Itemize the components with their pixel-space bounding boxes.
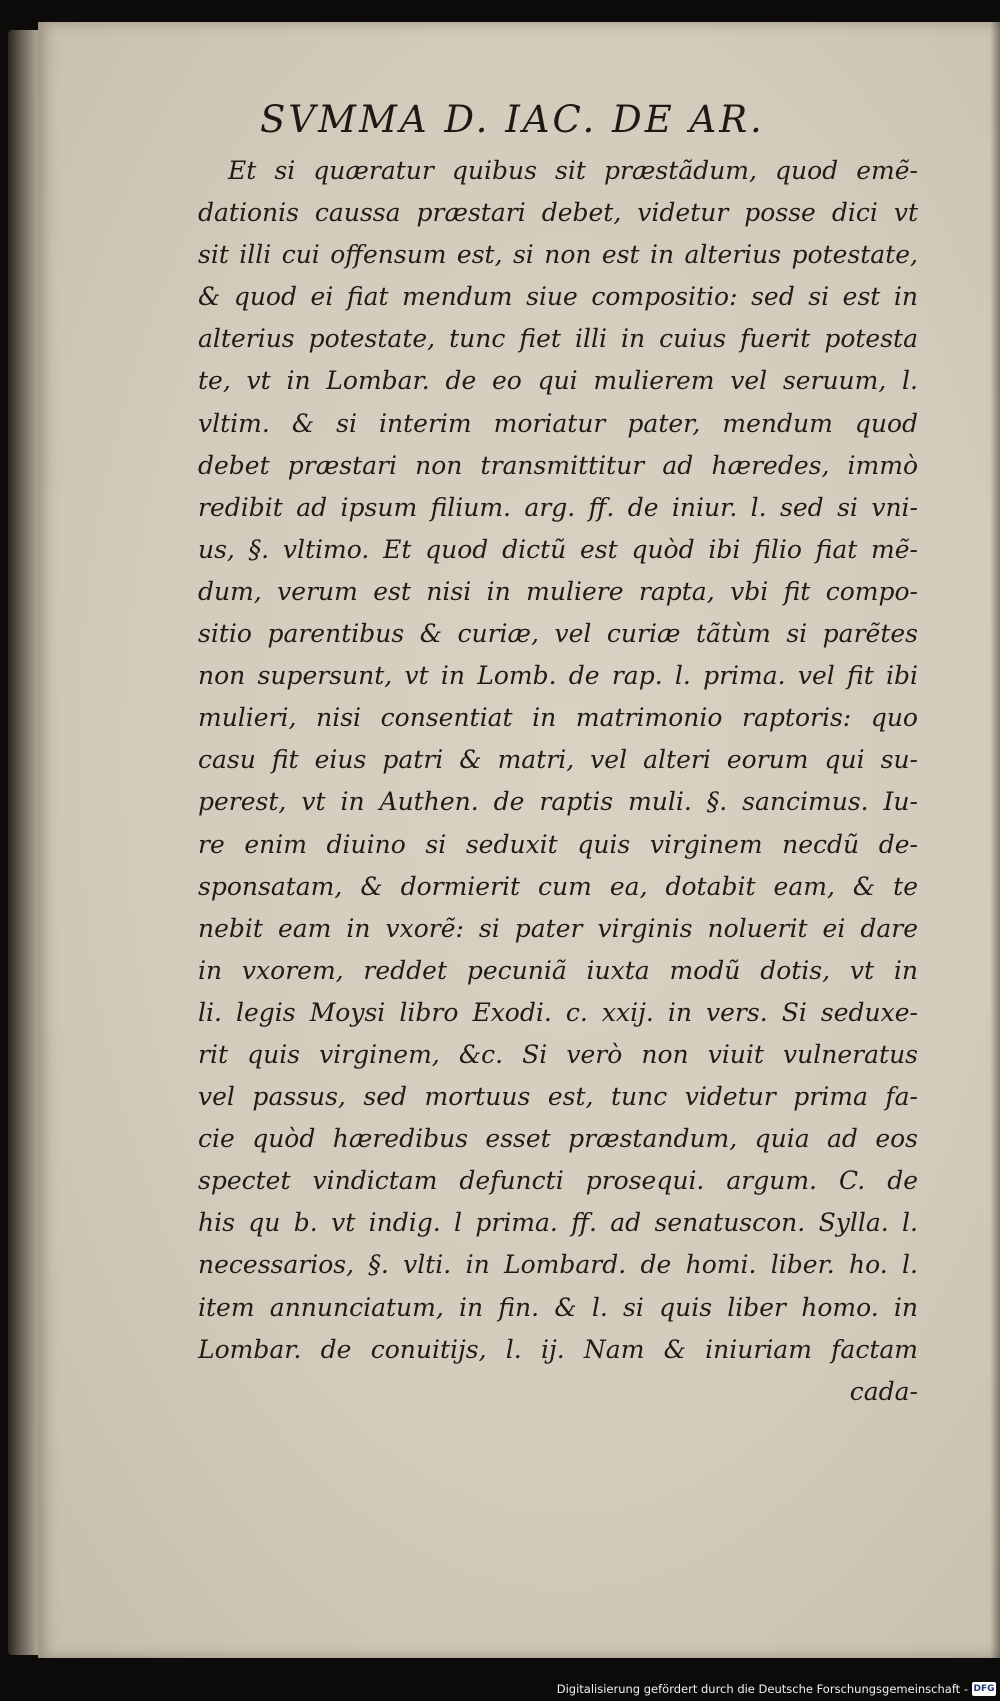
text-line: Lombar. de conuitijs, l. ij. Nam & iniuriam factam: [198, 1334, 918, 1364]
text-line: item annunciatum, in fin. & l. si quis liber homo. in: [198, 1292, 918, 1322]
text-line: sit illi cui offensum est, si non est in alterius potestate,: [198, 240, 918, 270]
text-line: mulieri, nisi consentiat in matrimonio raptoris: quo: [198, 703, 918, 733]
page-edge-shadow: [990, 22, 1000, 1658]
text-line: te, vt in Lombar. de eo qui mulierem vel seruum, l.: [198, 366, 918, 396]
text-line: dum, verum est nisi in muliere rapta, vbi fit compo-: [198, 576, 918, 606]
text-line: re enim diuino si seduxit quis virginem necdũ de-: [198, 829, 918, 859]
text-line: in vxorem, reddet pecuniã iuxta modũ dotis, vt in: [198, 955, 918, 985]
text-line: his qu b. vt indig. l prima. ff. ad senatuscon. Sylla. l.: [198, 1208, 918, 1238]
text-line: alterius potestate, tunc fiet illi in cuius fuerit potesta: [198, 324, 918, 354]
text-line: & quod ei fiat mendum siue compositio: sed si est in: [198, 282, 918, 312]
text-line: sitio parentibus & curiæ, vel curiæ tãtùm si parẽtes: [198, 619, 918, 649]
text-line: non supersunt, vt in Lomb. de rap. l. prima. vel fit ibi: [198, 661, 918, 691]
text-line: li. legis Moysi libro Exodi. c. xxij. in vers. Si seduxe-: [198, 997, 918, 1027]
text-line: us, §. vltimo. Et quod dictũ est quòd ibi filio fiat mẽ-: [198, 534, 918, 564]
text-line: necessarios, §. vlti. in Lombard. de homi. liber. ho. l.: [198, 1250, 918, 1280]
text-line: Et si quæratur quibus sit præstãdum, quod emẽ-: [228, 156, 918, 185]
text-line: dationis caussa præstari debet, videtur posse dici vt: [198, 198, 918, 228]
text-line: casu fit eius patri & matri, vel alteri eorum qui su-: [198, 745, 918, 775]
text-line: cie quòd hæredibus esset præstandum, quia ad eos: [198, 1124, 918, 1154]
text-line: debet præstari non transmittitur ad hæredes, immò: [198, 450, 918, 480]
dfg-logo: DFG: [973, 1684, 995, 1694]
text-line: sponsatam, & dormierit cum ea, dotabit eam, & te: [198, 871, 918, 901]
text-line: rit quis virginem, &c. Si verò non viuit vulneratus: [198, 1039, 918, 1069]
text-line: nebit eam in vxorẽ: si pater virginis noluerit ei dare: [198, 913, 918, 943]
text-line: vltim. & si interim moriatur pater, mendum quod: [198, 408, 918, 438]
catchword: cada-: [849, 1376, 918, 1406]
text-line: redibit ad ipsum filium. arg. ff. de iniur. l. sed si vni-: [198, 492, 918, 522]
text-line: spectet vindictam defuncti prosequi. argum. C. de: [198, 1166, 918, 1196]
text-line: vel passus, sed mortuus est, tunc videtur prima fa-: [198, 1082, 918, 1112]
body-text: [198, 150, 918, 1413]
text-line: perest, vt in Authen. de raptis muli. §. sancimus. Iu-: [198, 787, 918, 817]
running-head: SVMMA D. IAC. DE AR.: [260, 98, 765, 141]
footer-bar: [0, 1680, 1000, 1701]
funding-credit: Digitalisierung gefördert durch die Deutsche Forschungsgemeinschaft -: [556, 1682, 968, 1696]
